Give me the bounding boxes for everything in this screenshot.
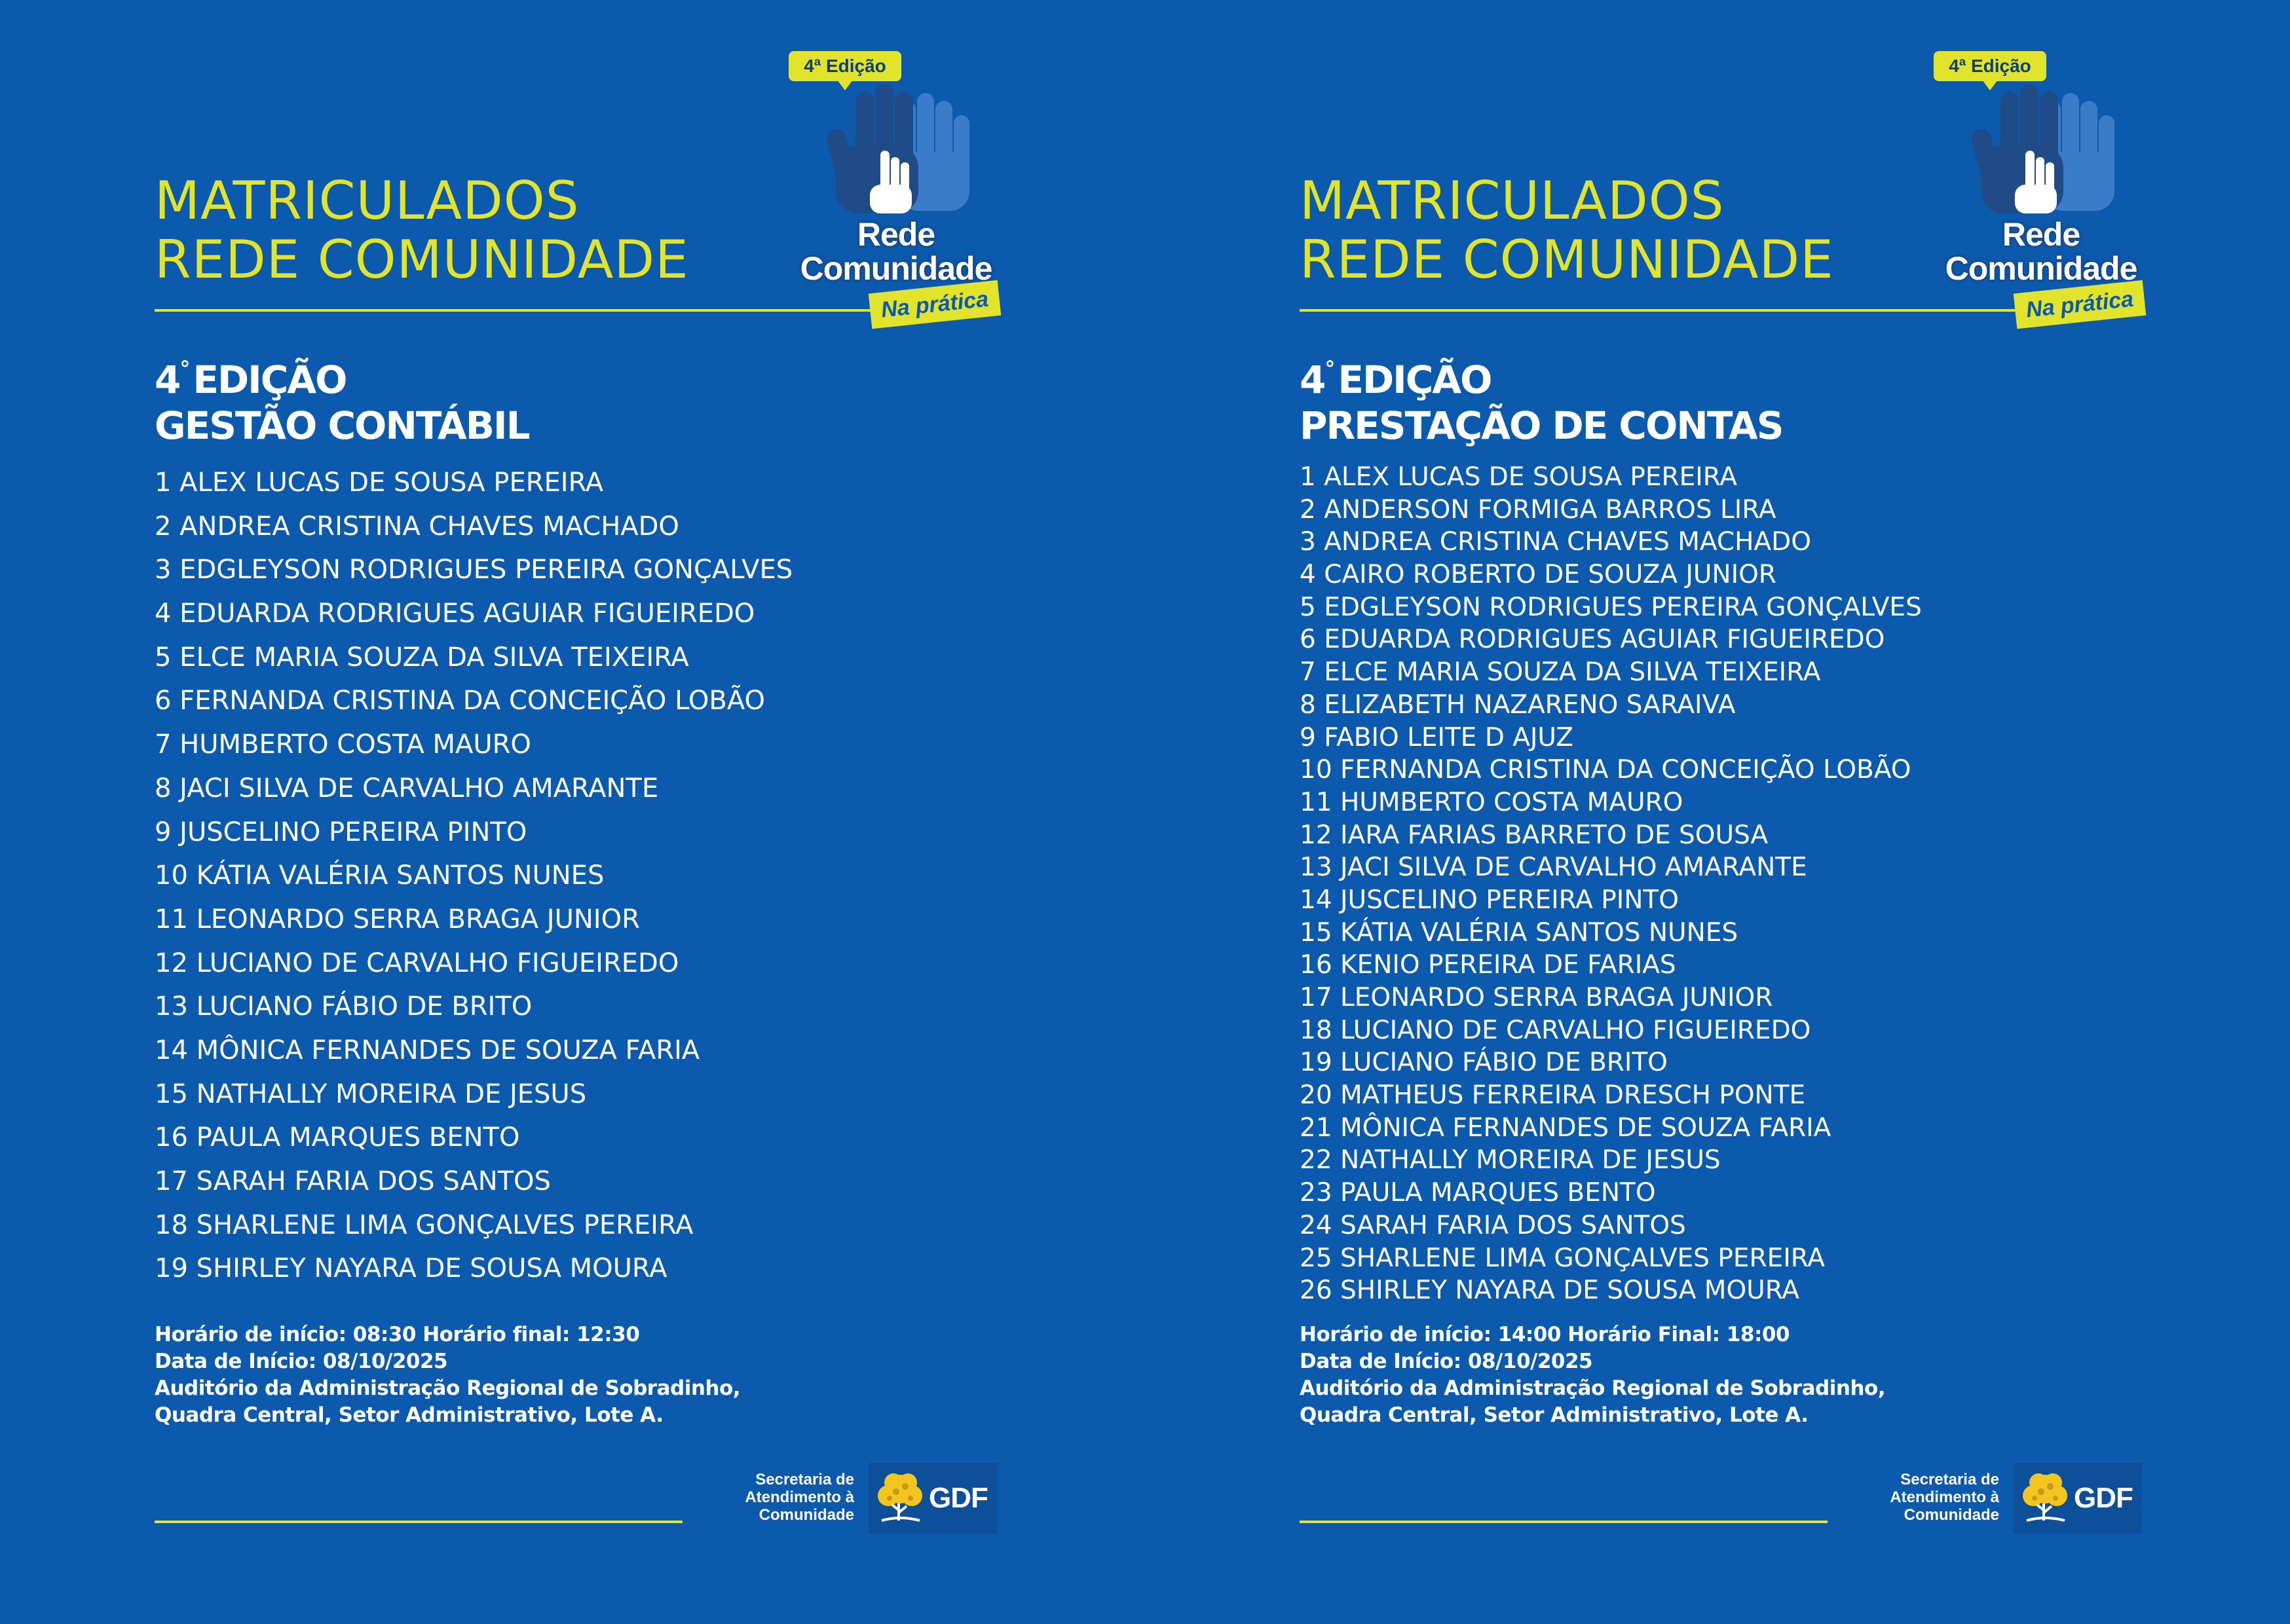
- list-item: 21 MÔNICA FERNANDES DE SOUZA FARIA: [1300, 1113, 1831, 1143]
- edition-badge: 4ª Edição: [789, 51, 901, 81]
- gdf-label: GDF: [2074, 1482, 2133, 1514]
- list-item: 1 ALEX LUCAS DE SOUSA PEREIRA: [1300, 462, 1737, 492]
- ipe-tree-icon: [2018, 1463, 2074, 1534]
- list-item: 23 PAULA MARQUES BENTO: [1300, 1178, 1656, 1208]
- edition-line: [1300, 346, 1783, 403]
- location-line-2: Quadra Central, Setor Administrativo, Lote A.: [155, 1403, 664, 1427]
- location-line-1: Auditório da Administração Regional de Sobradinho,: [1300, 1376, 1886, 1400]
- footer-divider: [1300, 1521, 1828, 1523]
- schedule-info: [1300, 1321, 1885, 1429]
- edition-word: EDIÇÃO: [1338, 358, 1492, 402]
- location-line-1: Auditório da Administração Regional de Sobradinho,: [155, 1376, 741, 1400]
- secretaria-line-1: Secretaria de: [755, 1471, 854, 1488]
- edition-badge: 4ª Edição: [1934, 51, 2046, 81]
- secretaria-line-3: Comunidade: [759, 1506, 854, 1524]
- list-item: 7 ELCE MARIA SOUZA DA SILVA TEIXEIRA: [1300, 657, 1821, 688]
- logo-text-rede: Rede: [2002, 216, 2080, 253]
- list-item: 10 KÁTIA VALÉRIA SANTOS NUNES: [155, 860, 605, 891]
- rede-comunidade-logo: [778, 47, 1014, 329]
- list-item: 5 EDGLEYSON RODRIGUES PEREIRA GONÇALVES: [1300, 592, 1922, 622]
- list-item: 3 ANDREA CRISTINA CHAVES MACHADO: [1300, 527, 1811, 557]
- list-item: 7 HUMBERTO COSTA MAURO: [155, 729, 531, 760]
- edition-number: 4: [155, 358, 180, 402]
- title-line-2: REDE COMUNIDADE: [1300, 229, 1834, 290]
- schedule-info: [155, 1321, 740, 1429]
- list-item: 8 JACI SILVA DE CARVALHO AMARANTE: [155, 773, 659, 803]
- edition-number: 4: [1300, 358, 1325, 402]
- list-item: 4 EDUARDA RODRIGUES AGUIAR FIGUEIREDO: [155, 599, 755, 629]
- list-item: 18 SHARLENE LIMA GONÇALVES PEREIRA: [155, 1209, 694, 1240]
- list-item: 3 EDGLEYSON RODRIGUES PEREIRA GONÇALVES: [155, 555, 793, 585]
- gdf-label: GDF: [929, 1482, 988, 1514]
- logo-text-comunidade: Comunidade: [1945, 250, 2137, 287]
- title-line-1: MATRICULADOS: [155, 170, 580, 231]
- logo-text-comunidade: Comunidade: [800, 250, 992, 287]
- gdf-logo: [869, 1463, 997, 1534]
- list-item: 13 LUCIANO FÁBIO DE BRITO: [155, 991, 533, 1022]
- start-date: Data de Início: 08/10/2025: [1300, 1350, 1593, 1373]
- enrolled-list: [1300, 461, 1922, 1307]
- list-item: 22 NATHALLY MOREIRA DE JESUS: [1300, 1145, 1721, 1175]
- secretaria-label: [1858, 1471, 1999, 1524]
- list-item: 19 LUCIANO FÁBIO DE BRITO: [1300, 1048, 1668, 1078]
- list-item: 26 SHIRLEY NAYARA DE SOUSA MOURA: [1300, 1276, 1799, 1306]
- edition-degree: °: [1324, 356, 1334, 381]
- list-item: 9 JUSCELINO PEREIRA PINTO: [155, 817, 527, 847]
- enrolled-list: [155, 461, 793, 1291]
- gdf-logo: [2014, 1463, 2142, 1534]
- list-item: 17 LEONARDO SERRA BRAGA JUNIOR: [1300, 983, 1773, 1012]
- list-item: 1 ALEX LUCAS DE SOUSA PEREIRA: [155, 468, 604, 498]
- list-item: 25 SHARLENE LIMA GONÇALVES PEREIRA: [1300, 1243, 1825, 1273]
- page-title: [155, 172, 689, 289]
- list-item: 12 IARA FARIAS BARRETO DE SOUSA: [1300, 820, 1769, 850]
- course-heading: [1300, 346, 1783, 449]
- list-item: 19 SHIRLEY NAYARA DE SOUSA MOURA: [155, 1253, 667, 1284]
- footer-divider: [155, 1521, 683, 1523]
- list-item: 13 JACI SILVA DE CARVALHO AMARANTE: [1300, 853, 1807, 883]
- list-item: 8 ELIZABETH NAZARENO SARAIVA: [1300, 690, 1736, 720]
- list-item: 4 CAIRO ROBERTO DE SOUZA JUNIOR: [1300, 560, 1776, 590]
- list-item: 14 JUSCELINO PEREIRA PINTO: [1300, 885, 1679, 915]
- course-name: GESTÃO CONTÁBIL: [155, 403, 529, 448]
- list-item: 16 KENIO PEREIRA DE FARIAS: [1300, 950, 1676, 980]
- list-item: 6 EDUARDA RODRIGUES AGUIAR FIGUEIREDO: [1300, 625, 1885, 655]
- list-item: 14 MÔNICA FERNANDES DE SOUZA FARIA: [155, 1035, 700, 1065]
- list-item: 16 PAULA MARQUES BENTO: [155, 1122, 520, 1153]
- title-line-1: MATRICULADOS: [1300, 170, 1725, 231]
- rede-comunidade-logo: [1923, 47, 2159, 329]
- page-title: [1300, 172, 1834, 289]
- list-item: 15 NATHALLY MOREIRA DE JESUS: [155, 1079, 587, 1109]
- list-item: 2 ANDERSON FORMIGA BARROS LIRA: [1300, 494, 1776, 525]
- secretaria-label: [713, 1471, 854, 1524]
- list-item: 11 HUMBERTO COSTA MAURO: [1300, 787, 1683, 817]
- list-item: 6 FERNANDA CRISTINA DA CONCEIÇÃO LOBÃO: [155, 686, 765, 716]
- list-item: 15 KÁTIA VALÉRIA SANTOS NUNES: [1300, 917, 1738, 948]
- list-item: 11 LEONARDO SERRA BRAGA JUNIOR: [155, 904, 640, 934]
- list-item: 24 SARAH FARIA DOS SANTOS: [1300, 1210, 1686, 1240]
- list-item: 9 FABIO LEITE D AJUZ: [1300, 722, 1574, 752]
- schedule-time: Horário de início: 08:30 Horário final: 12:30: [155, 1323, 640, 1346]
- secretaria-line-2: Atendimento à: [1890, 1488, 1999, 1506]
- location-line-2: Quadra Central, Setor Administrativo, Lote A.: [1300, 1403, 1809, 1427]
- list-item: 2 ANDREA CRISTINA CHAVES MACHADO: [155, 511, 679, 542]
- secretaria-line-1: Secretaria de: [1900, 1471, 1999, 1488]
- list-item: 10 FERNANDA CRISTINA DA CONCEIÇÃO LOBÃO: [1300, 755, 1911, 785]
- list-item: 17 SARAH FARIA DOS SANTOS: [155, 1166, 551, 1196]
- na-pratica-badge: Na prática: [869, 280, 1002, 329]
- page-prestacao-de-contas: [1145, 0, 2290, 1624]
- title-line-2: REDE COMUNIDADE: [155, 229, 689, 290]
- course-heading: [155, 346, 529, 449]
- ipe-tree-icon: [873, 1463, 929, 1534]
- edition-word: EDIÇÃO: [193, 358, 347, 402]
- schedule-time: Horário de início: 14:00 Horário Final: 18:00: [1300, 1323, 1790, 1346]
- na-pratica-badge: Na prática: [2014, 280, 2147, 329]
- list-item: 5 ELCE MARIA SOUZA DA SILVA TEIXEIRA: [155, 642, 689, 673]
- list-item: 20 MATHEUS FERREIRA DRESCH PONTE: [1300, 1080, 1806, 1111]
- list-item: 18 LUCIANO DE CARVALHO FIGUEIREDO: [1300, 1015, 1811, 1045]
- list-item: 12 LUCIANO DE CARVALHO FIGUEIREDO: [155, 948, 679, 978]
- logo-text-rede: Rede: [857, 216, 935, 253]
- course-name: PRESTAÇÃO DE CONTAS: [1300, 403, 1783, 448]
- secretaria-line-3: Comunidade: [1904, 1506, 1999, 1524]
- secretaria-line-2: Atendimento à: [745, 1488, 854, 1506]
- edition-degree: °: [179, 356, 189, 381]
- edition-line: [155, 346, 529, 403]
- start-date: Data de Início: 08/10/2025: [155, 1350, 448, 1373]
